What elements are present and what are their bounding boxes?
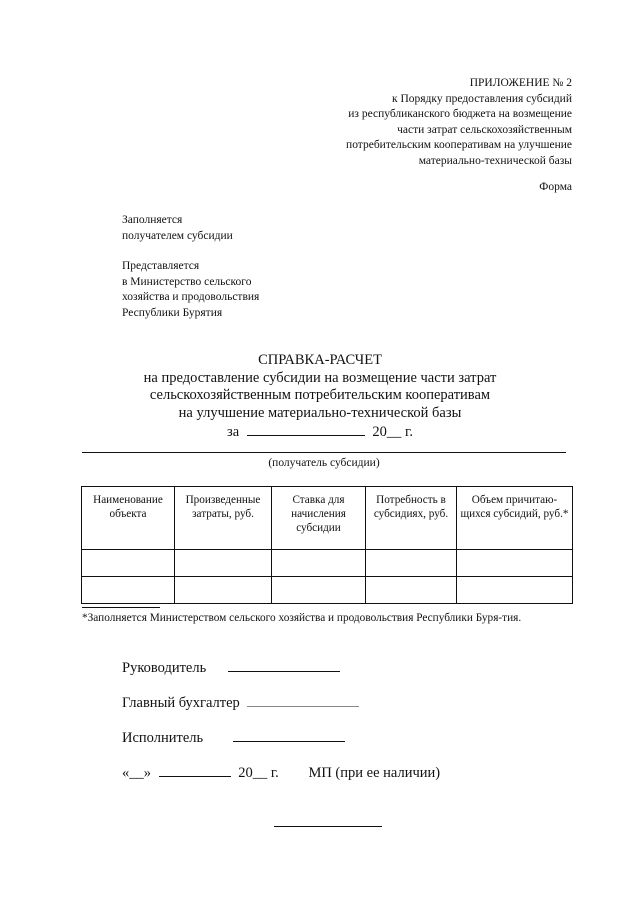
- signature-head: [122, 659, 340, 677]
- presented-to-line: Республики Бурятия: [122, 306, 223, 319]
- table-cell[interactable]: [175, 577, 272, 604]
- table-cell[interactable]: [457, 577, 573, 604]
- appendix-line: из республиканского бюджета на возмещение: [348, 108, 572, 120]
- date-day: «__»: [122, 765, 151, 781]
- title-line: сельскохозяйственным потребительским кооперативам: [149, 387, 491, 403]
- presented-to-line: Представляется: [122, 260, 200, 272]
- signature-date: [122, 764, 440, 782]
- table-cell[interactable]: [457, 550, 573, 577]
- col-header-costs: Произведенные затраты, руб.: [175, 487, 272, 550]
- date-year: 20__ г.: [238, 765, 279, 781]
- accountant-label: Главный бухгалтер: [122, 695, 240, 711]
- col-header-object: Наименование объекта: [82, 487, 175, 550]
- period-prefix: за: [227, 424, 240, 440]
- form-label: Форма: [539, 181, 572, 193]
- title-heading: СПРАВКА-РАСЧЕТ: [258, 352, 382, 368]
- table-row: [82, 550, 573, 577]
- table-cell[interactable]: [82, 577, 175, 604]
- executor-signature-line[interactable]: [233, 729, 345, 742]
- table-cell[interactable]: [272, 577, 366, 604]
- col-header-need: Потребность в субсидиях, руб.: [366, 487, 457, 550]
- recipient-caption: (получатель субсидии): [268, 457, 380, 469]
- signature-executor: [122, 729, 345, 747]
- appendix-line: потребительским кооперативам на улучшение: [346, 139, 572, 151]
- presented-to-line: хозяйства и продовольствия: [122, 291, 260, 303]
- appendix-line: части затрат сельскохозяйственным: [397, 123, 572, 136]
- appendix-line: материально-технической базы: [418, 154, 572, 167]
- table-header-row: [82, 487, 573, 550]
- footnote: *Заполняется Министерством сельского хозяйства и продовольствия Республики Буря-тия.: [82, 612, 522, 624]
- filled-by-line: получателем субсидии: [122, 229, 233, 242]
- appendix-header: [346, 76, 572, 169]
- document-title: [0, 352, 640, 442]
- filled-by-note: [122, 213, 233, 244]
- table-cell[interactable]: [272, 550, 366, 577]
- col-header-rate: Ставка для начисления субсидии: [272, 487, 366, 550]
- calculation-table: [81, 486, 573, 604]
- table-cell[interactable]: [82, 550, 175, 577]
- title-line: на предоставление субсидии на возмещение части затрат: [143, 369, 497, 386]
- head-label: Руководитель: [122, 660, 207, 676]
- table-cell[interactable]: [366, 577, 457, 604]
- table-row: [82, 577, 573, 604]
- footnote-separator: [82, 607, 160, 608]
- period-year: 20__ г.: [372, 424, 413, 440]
- accountant-signature-line[interactable]: [247, 694, 359, 707]
- col-header-subsidy: Объем причитаю-щихся субсидий, руб.*: [457, 487, 573, 550]
- period-line: [0, 422, 640, 442]
- stamp-label: МП (при ее наличии): [308, 765, 441, 781]
- appendix-line: к Порядку предоставления субсидий: [392, 92, 572, 105]
- period-blank[interactable]: [247, 422, 365, 436]
- presented-to-note: [122, 259, 259, 321]
- presented-to-line: в Министерство сельского: [122, 275, 252, 288]
- title-line: на улучшение материально-технической базы: [178, 404, 462, 421]
- bottom-signature-line: [274, 826, 382, 827]
- table-cell[interactable]: [366, 550, 457, 577]
- filled-by-line: Заполняется: [122, 214, 183, 226]
- date-month-line[interactable]: [159, 764, 231, 777]
- appendix-number: ПРИЛОЖЕНИЕ № 2: [469, 77, 572, 89]
- table-cell[interactable]: [175, 550, 272, 577]
- signature-accountant: [122, 694, 359, 712]
- executor-label: Исполнитель: [122, 730, 204, 746]
- head-signature-line[interactable]: [228, 659, 340, 672]
- recipient-field-line[interactable]: [82, 452, 566, 453]
